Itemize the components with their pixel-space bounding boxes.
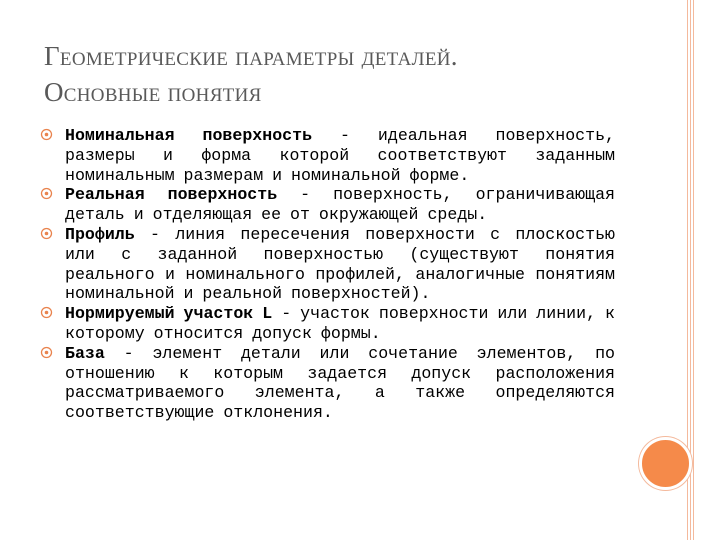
slide-title-line-2: Основные понятия bbox=[44, 77, 262, 107]
term: База bbox=[65, 343, 105, 363]
definition: - участок поверхности или линии, к которому относится допуск формы. bbox=[65, 304, 615, 343]
list-item bbox=[40, 344, 615, 423]
definition: - линия пересечения поверхности с плоскостью или с заданной поверхностью (существуют понятия реального и номинального профилей, аналогичные понятиям номинальной и реальной поверхностей). bbox=[65, 224, 615, 304]
decorative-circle-icon bbox=[639, 437, 692, 490]
circled-bullet-icon bbox=[40, 127, 53, 145]
slide-title bbox=[44, 38, 644, 110]
circled-bullet-icon bbox=[40, 345, 53, 363]
definition: - поверхность, ограничивающая деталь и отделяющая ее от окружающей среды. bbox=[65, 185, 615, 225]
circled-bullet-icon bbox=[40, 226, 53, 244]
list-item bbox=[40, 185, 615, 225]
term: Профиль bbox=[65, 224, 135, 244]
term: Нормируемый участок L bbox=[65, 304, 273, 324]
list-item bbox=[40, 225, 615, 304]
definition-list bbox=[40, 126, 615, 423]
circled-bullet-icon bbox=[40, 305, 53, 323]
list-item bbox=[40, 126, 615, 185]
decorative-frame-line bbox=[693, 0, 694, 540]
list-item bbox=[40, 304, 615, 344]
circled-bullet-icon bbox=[40, 186, 53, 204]
definition: - элемент детали или сочетание элементов, по отношению к которым задается допуск расположения рассматриваемого элемента, а также определяются соответствующие отклонения. bbox=[65, 343, 615, 423]
definition: - идеальная поверхность, размеры и форма которой соответствуют заданным номинальным размерам и номинальной форме. bbox=[65, 126, 616, 185]
slide-title-line-1: Геометрические параметры деталей. bbox=[44, 41, 458, 71]
term: Номинальная поверхность bbox=[65, 126, 313, 145]
term: Реальная поверхность bbox=[65, 185, 278, 205]
